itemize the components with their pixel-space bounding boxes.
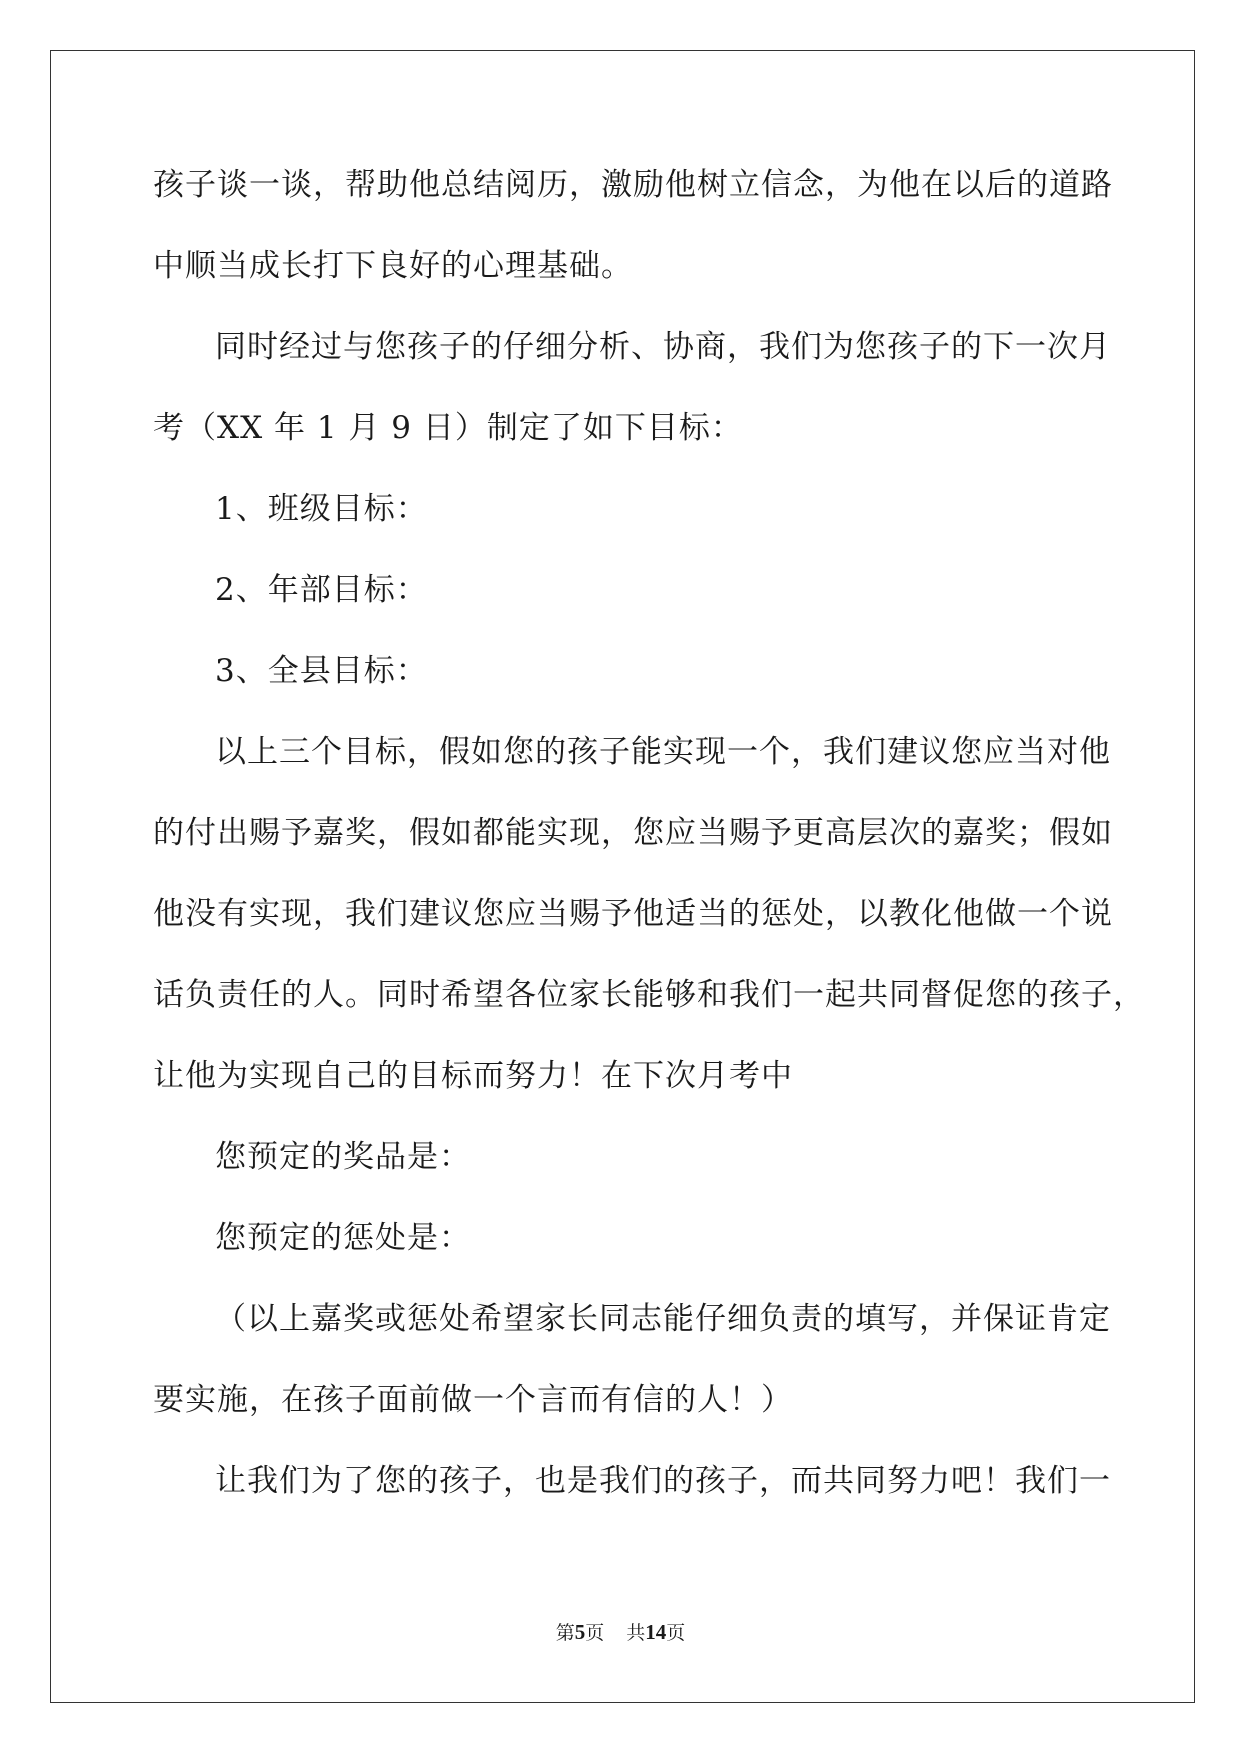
text-line-17: 让我们为了您的孩子，也是我们的孩子，而共同努力吧！我们一 — [215, 1463, 1111, 1499]
text-line-15: （以上嘉奖或惩处希望家长同志能仔细负责的填写，并保证肯定 — [215, 1301, 1111, 1337]
text-line-6: 2、年部目标： — [215, 572, 428, 608]
text-line-2: 中顺当成长打下良好的心理基础。 — [153, 248, 633, 284]
text-line-13: 您预定的奖品是： — [215, 1139, 471, 1175]
text-line-1: 孩子谈一谈，帮助他总结阅历，激励他树立信念，为他在以后的道路 — [153, 167, 1113, 203]
text-line-9: 的付出赐予嘉奖，假如都能实现，您应当赐予更高层次的嘉奖；假如 — [153, 815, 1113, 851]
text-line-5: 1、班级目标： — [215, 491, 428, 527]
total-suffix: 页 — [666, 1622, 686, 1644]
text-line-11: 话负责任的人。同时希望各位家长能够和我们一起共同督促您的孩子， — [153, 977, 1145, 1013]
text-line-4: 考（XX 年 1 月 9 日）制定了如下目标： — [153, 410, 743, 446]
page-number: 5 — [574, 1620, 586, 1644]
text-line-7: 3、全县目标： — [215, 653, 428, 689]
text-line-3: 同时经过与您孩子的仔细分析、协商，我们为您孩子的下一次月 — [215, 329, 1111, 365]
text-line-8: 以上三个目标，假如您的孩子能实现一个，我们建议您应当对他 — [215, 734, 1111, 770]
text-line-12: 让他为实现自己的目标而努力！在下次月考中 — [153, 1058, 793, 1094]
total-pages: 14 — [645, 1620, 667, 1644]
text-line-16: 要实施，在孩子面前做一个言而有信的人！） — [153, 1382, 793, 1418]
total-prefix: 共 — [626, 1622, 646, 1644]
page-prefix: 第 — [555, 1622, 575, 1644]
page-suffix: 页 — [585, 1622, 605, 1644]
document-body — [153, 145, 1145, 1522]
page-footer — [0, 1618, 1241, 1645]
text-line-10: 他没有实现，我们建议您应当赐予他适当的惩处，以教化他做一个说 — [153, 896, 1113, 932]
text-line-14: 您预定的惩处是： — [215, 1220, 471, 1256]
